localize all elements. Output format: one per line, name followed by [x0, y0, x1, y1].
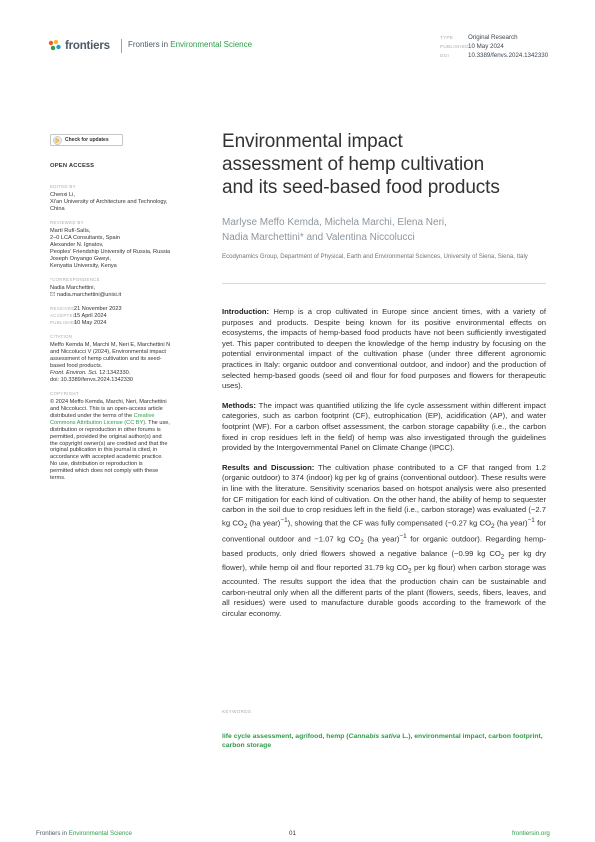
meta-published: PUBLISHED10 May 2024 [440, 43, 504, 51]
citation-line: Meffo Kemda M, Marchi M, Neri E, Marchettini N [50, 342, 171, 349]
meta-type: TYPE Original Research [440, 34, 518, 41]
footer-website-link[interactable]: frontiersin.org [512, 830, 550, 837]
published-date: PUBLISHED10 May 2024 [50, 319, 107, 326]
license-link[interactable]: Commons Attribution License (CC BY) [50, 419, 146, 426]
citation-journal-ref: Front. Environ. Sci. 12:1342330. [50, 369, 131, 376]
affiliation: Ecodynamics Group, Department of Physical, Earth and Environmental Sciences, University of Siena, Siena, Italy [222, 253, 528, 260]
copyright-line: Commons Attribution License (CC BY). The use, [50, 419, 170, 426]
copyright-line: distributed under the terms of the Creative [50, 412, 155, 419]
check-for-updates-button[interactable] [50, 134, 123, 146]
abstract-methods: Methods: The impact was quantified utilizing the life cycle assessment within different impact categories, such as carbon footprint (CF), eutrophication (EP), acidification (AP), and water footprint (WF). For a carbon offset assessment, the carbon storage capability (i.e., the carbon fixed in crop residues left in the field) of hemp was also investigated through the guidelines provided by the Intergovernmental Panel on Climate Change (IPCC). [222, 400, 546, 453]
divider [222, 283, 546, 284]
author-list: Marlyse Meffo Kemda, Michela Marchi, Elena Neri, Nadia Marchettini* and Valentina Niccolucci [222, 217, 447, 243]
copyright-line: and Niccolucci. This is an open-access article [50, 405, 163, 412]
correspondence-email: nadia.marchettini@unisi.it [57, 292, 122, 299]
reviewer-line: Martí Rufí-Salís, [50, 228, 91, 235]
abstract-introduction: Introduction: Hemp is a crop cultivated in Europe since ancient times, with a variety of purposes and products. Despite being known for its positive environmental effects on ecosystems, the impacts of hemp-based food products have not been sufficiently investigated yet. This paper contributed to deepen the knowledge of the hemp industry by focusing on the potential environmental impact of the cultivation phase (under three different agronomic practices in Italy: organic outdoor and conventional outdoor, and indoor) and the production of selected hemp-based goods (seed oil and flour for food purposes and flowers for therapeutic uses). [222, 307, 546, 391]
publisher-logo[interactable] [48, 38, 110, 54]
received-date: RECEIVED21 November 2023 [50, 306, 122, 313]
copyright-line: No use, distribution or reproduction is [50, 461, 143, 468]
copyright-line: distribution or reproduction in other forums is [50, 426, 161, 433]
correspondence-name: Nadia Marchettini, [50, 285, 96, 292]
reviewed-by-section [50, 220, 200, 270]
citation-line: and Niccolucci V (2024), Environmental impact [50, 349, 166, 356]
citation-doi[interactable]: doi: 10.3389/fenvs.2024.1342330 [50, 376, 134, 383]
sidebar [50, 163, 200, 489]
open-access-label: OPEN ACCESS [50, 163, 95, 169]
correspondence-email-row[interactable] [50, 292, 200, 299]
copyright-line: permitted, provided the original author(s) and [50, 433, 162, 440]
journal-prefix: Frontiers in [128, 40, 169, 49]
copyright-section [50, 391, 200, 482]
citation-label: CITATION [50, 333, 73, 339]
abstract [222, 307, 546, 629]
license-link[interactable]: Creative [133, 412, 155, 419]
footer-journal-name[interactable]: Frontiers in Environmental Science [36, 830, 132, 837]
page-number: 01 [289, 830, 296, 837]
reviewer-line: 2–0 LCA Consultants, Spain [50, 235, 120, 242]
copyright-line: accordance with accepted academic practice. [50, 454, 163, 461]
citation-line: assessment of hemp cultivation and its seed- [50, 356, 162, 363]
check-updates-label: Check for updates [65, 137, 109, 143]
reviewer-line: Alexander N. Ignatov, [50, 242, 104, 249]
reviewed-by-label: REVIEWED BY [50, 220, 84, 226]
edited-by-label: EDITED BY [50, 183, 76, 189]
citation-line: based food products. [50, 362, 103, 369]
journal-name[interactable] [128, 40, 252, 49]
citation-section [50, 334, 200, 384]
mail-icon [50, 292, 55, 296]
header-divider [121, 39, 122, 53]
reviewer-line: Joseph Onyango Gweyi, [50, 256, 111, 263]
edited-by-section [50, 184, 200, 213]
copyright-line: © 2024 Meffo Kemda, Marchi, Neri, Marchettini [50, 399, 167, 406]
correspondence-section [50, 277, 200, 299]
copyright-line: terms. [50, 475, 66, 482]
check-updates-icon [53, 136, 62, 145]
keywords[interactable]: life cycle assessment, agrifood, hemp (Cannabis sativa L.), environmental impact, carbon footprint, carbon storage [222, 733, 543, 750]
publisher-name: frontiers [65, 40, 110, 52]
meta-doi[interactable]: DOI 10.3389/fenvs.2024.1342330 [440, 52, 549, 60]
correspondence-label: *CORRESPONDENCE [50, 276, 100, 282]
editor-name: Chenxi Li, [50, 192, 75, 199]
reviewer-line: Peoples' Friendship University of Russia, Russia [50, 249, 171, 256]
dates-section [50, 306, 200, 327]
article-meta [440, 33, 560, 61]
journal-suffix: Environmental Science [170, 40, 253, 49]
copyright-line: original publication in this journal is cited, in [50, 447, 158, 454]
copyright-line: the copyright owner(s) are credited and that the [50, 440, 168, 447]
frontiers-logo-icon [48, 39, 62, 53]
abstract-results: Results and Discussion: The cultivation phase contributed to a CF that ranged from 1.2 (organic outdoor) to 374 (indoor) kg per kg of grains (conventional outdoor). These results were in line with the literature. Sensitivity scenarios based on hotspot analysis were also presented for CF mitigation for each kind of cultivation. On the other hand, the ability of hemp to sequester carbon in the soil due to crop residues left in the field (i.e., carbon storage) was evaluated (−2.7 kg $CO_2$ (ha year)$^{-1}$), showing that the CF was fully compensated (−0.27 kg $CO_2$ (ha year)$^{-1}$ for conventional outdoor and −1.07 kg $CO_2$ (ha year)$^{-1}$ for organic outdoor). Regarding hemp-based products, only dried flowers showed a negative balance (−0.99 kg $CO_2$ per kg dry flower), while hemp oil and flour reported 31.79 kg $CO_2$ per kg flour) when carbon storage was accounted. The results support the idea that the production chain can be sustainable and carbon-neutral only when all the different parts of the plant (flowers, seeds, fibers, leaves, and all residues) were used to manufacture durable goods according to the framework of the circular economy. [222, 462, 547, 619]
reviewer-line: Kenyatta University, Kenya [50, 262, 117, 269]
copyright-line: permitted which does not comply with these [50, 468, 159, 475]
editor-affiliation: Xi'an University of Architecture and Technology, [50, 199, 168, 206]
copyright-label: COPYRIGHT [50, 390, 79, 396]
article-title: Environmental impact assessment of hemp cultivation and its seed-based food products [222, 131, 500, 198]
accepted-date: ACCEPTED15 April 2024 [50, 313, 107, 319]
keywords-label: KEYWORDS [222, 709, 252, 714]
editor-country: China [50, 206, 65, 213]
